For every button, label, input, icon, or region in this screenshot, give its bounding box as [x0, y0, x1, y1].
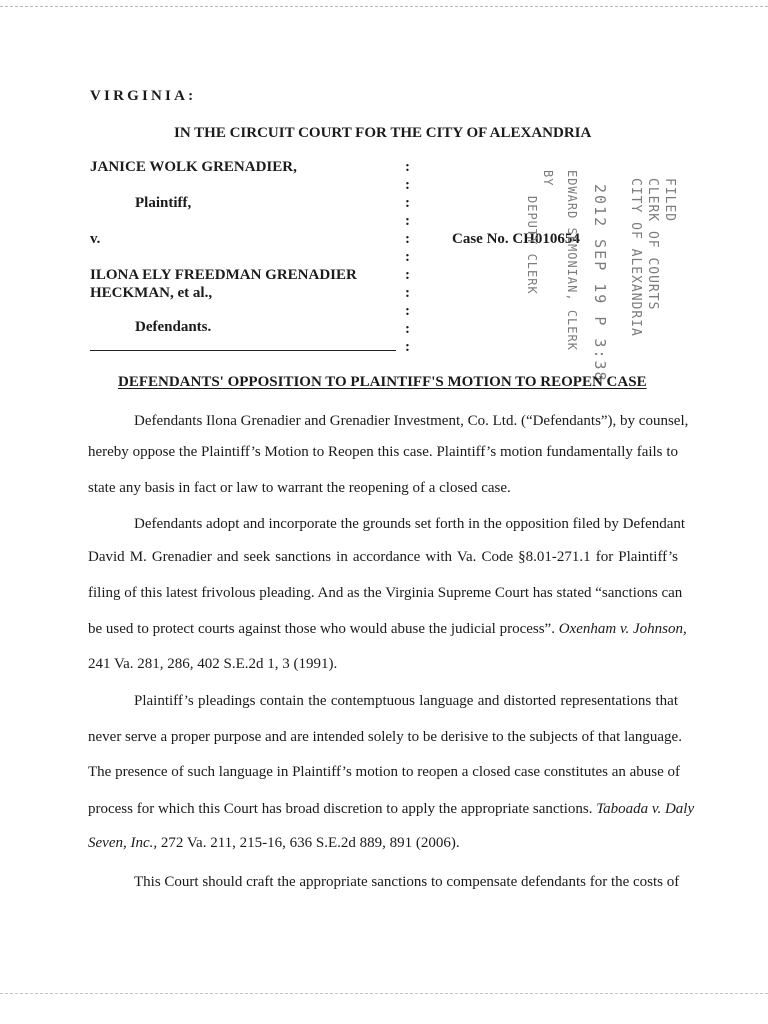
body-text: process for which this Court has broad discretion to apply the appropriate sanctions. — [88, 801, 593, 817]
stamp-line: EDWARD SEMONIAN, CLERK — [565, 170, 579, 351]
court-heading: IN THE CIRCUIT COURT FOR THE CITY OF ALEXANDRIA — [174, 125, 592, 141]
stamp-line: BY — [541, 170, 555, 187]
body-line: David M. Grenadier and seek sanctions in accordance with Va. Code §8.01-271.1 for Plaintiff’s — [88, 549, 678, 565]
scan-edge-top — [0, 6, 768, 7]
body-line: state any basis in fact or law to warrant the reopening of a closed case. — [88, 480, 511, 496]
caption-colon: : — [405, 303, 410, 319]
caption-colon: : — [405, 285, 410, 301]
case-citation: Oxenham v. Johnson, — [558, 621, 687, 637]
stamp-line: DEPUTY CLERK — [525, 196, 539, 295]
caption-colon: : — [405, 321, 410, 337]
case-number: Case No. CH010654 — [452, 231, 580, 247]
body-line: The presence of such language in Plaintiff’s motion to reopen a closed case constitutes an abuse of — [88, 764, 681, 780]
state-heading: VIRGINIA: — [90, 88, 197, 104]
defendant-name-line2: HECKMAN, et al., — [90, 285, 213, 301]
stamp-line: 2012 SEP 19 P 3:38 — [591, 184, 609, 383]
body-line: This Court should craft the appropriate sanctions to compensate defendants for the costs of — [134, 874, 680, 890]
body-line: Defendants adopt and incorporate the grounds set forth in the opposition filed by Defendant — [134, 516, 686, 532]
caption-colon: : — [405, 267, 410, 283]
body-line: hereby oppose the Plaintiff’s Motion to Reopen this case. Plaintiff’s motion fundamentally fails to — [88, 444, 678, 460]
body-line — [88, 834, 678, 852]
defendant-role: Defendants. — [135, 319, 212, 335]
document-title: DEFENDANTS' OPPOSITION TO PLAINTIFF'S MOTION TO REOPEN CASE — [118, 374, 647, 390]
caption-colon: : — [405, 213, 410, 229]
body-line: never serve a proper purpose and are intended solely to be derisive to the subjects of that language. — [88, 729, 682, 745]
case-citation: Seven, Inc., — [88, 835, 158, 851]
caption-colon: : — [405, 339, 410, 355]
body-text: be used to protect courts against those who would abuse the judicial process”. — [88, 621, 555, 637]
defendant-name-line1: ILONA ELY FREEDMAN GRENADIER — [90, 267, 357, 283]
body-line: 241 Va. 281, 286, 402 S.E.2d 1, 3 (1991). — [88, 656, 338, 672]
body-line: filing of this latest frivolous pleading. And as the Virginia Supreme Court has stated “sanctions can — [88, 585, 683, 601]
caption-divider — [90, 350, 396, 351]
caption-colon: : — [405, 159, 410, 175]
caption-colon: : — [405, 231, 410, 247]
body-line: Plaintiff’s pleadings contain the contemptuous language and distorted representations that — [134, 693, 678, 709]
scan-edge-bottom — [0, 993, 768, 994]
versus-label: v. — [90, 231, 101, 247]
body-line — [88, 800, 695, 818]
plaintiff-role: Plaintiff, — [135, 195, 192, 211]
stamp-line: CLERK OF COURTS — [645, 178, 660, 311]
filed-stamp — [495, 170, 685, 383]
body-line: Defendants Ilona Grenadier and Grenadier Investment, Co. Ltd. (“Defendants”), by counsel, — [134, 413, 689, 429]
case-citation: Taboada v. Daly — [596, 801, 695, 817]
stamp-line: CITY OF ALEXANDRIA — [628, 178, 643, 337]
caption-colon: : — [405, 249, 410, 265]
body-line — [88, 620, 687, 638]
caption-colon: : — [405, 195, 410, 211]
body-text: 272 Va. 211, 215-16, 636 S.E.2d 889, 891 (2006). — [160, 835, 460, 851]
caption-colon: : — [405, 177, 410, 193]
plaintiff-name: JANICE WOLK GRENADIER, — [90, 159, 297, 175]
stamp-line: FILED — [662, 178, 677, 223]
